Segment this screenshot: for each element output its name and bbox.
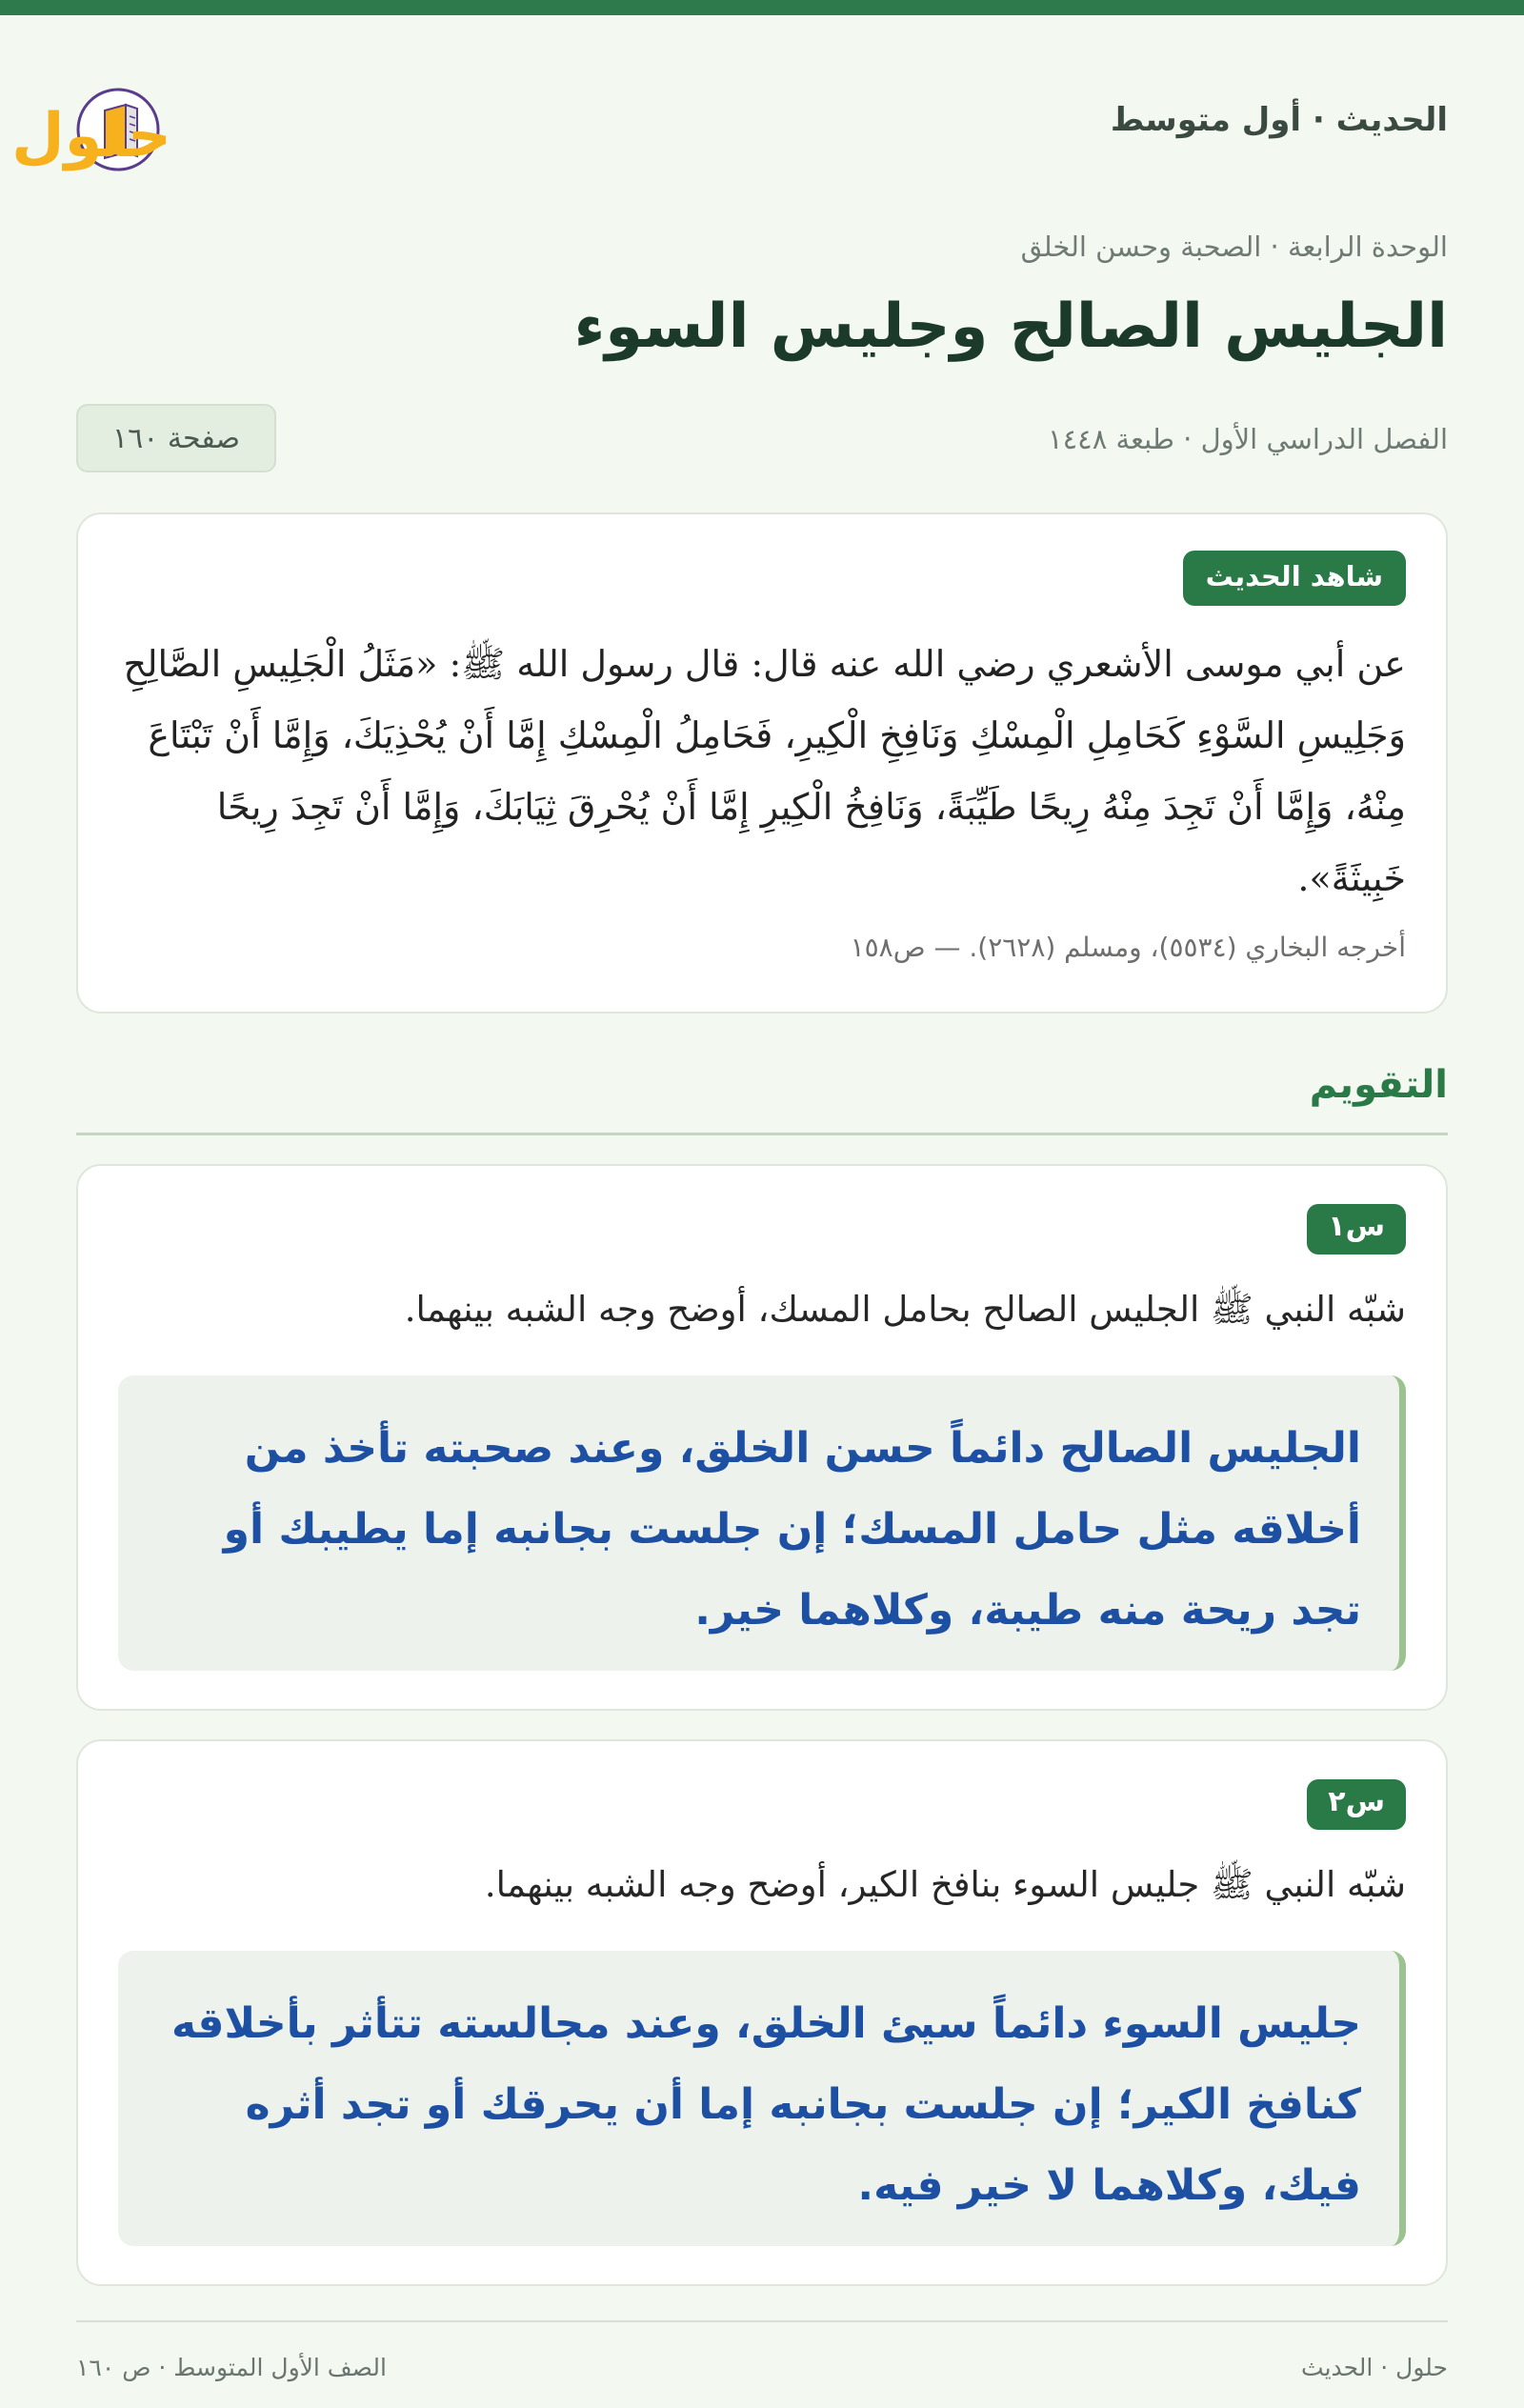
footer-site-label: حلول · الحديث bbox=[1301, 2354, 1448, 2381]
answer-box bbox=[118, 1951, 1406, 2246]
question-tag: س١ bbox=[1307, 1204, 1406, 1254]
answer-text: جليس السوء دائماً سيئ الخلق، وعند مجالسته تتأثر بأخلاقه كنافخ الكير؛ إن جلست بجانبه إما أن يحرقك أو تجد أثره فيك، وكلاهما لا خير فيه. bbox=[171, 1999, 1361, 2210]
question-tag: س٢ bbox=[1307, 1779, 1406, 1830]
term-edition-label: الفصل الدراسي الأول · طبعة ١٤٤٨ bbox=[1048, 423, 1448, 455]
section-divider bbox=[76, 1133, 1448, 1135]
page bbox=[0, 15, 1524, 2408]
hadith-text: عن أبي موسى الأشعري رضي الله عنه قال: قال رسول الله ﷺ: «مَثَلُ الْجَلِيسِ الصَّالِحِ وَجَلِيسِ السَّوْءِ كَحَامِلِ الْمِسْكِ وَنَافِخِ الْكِيرِ، فَحَامِلُ الْمِسْكِ إِمَّا أَنْ يُحْذِيَكَ، وَإِمَّا أَنْ تَبْتَاعَ مِنْهُ، وَإِمَّا أَنْ تَجِدَ مِنْهُ رِيحًا طَيِّبَةً، وَنَافِخُ الْكِيرِ إِمَّا أَنْ يُحْرِقَ ثِيَابَكَ، وَإِمَّا أَنْ تَجِدَ رِيحًا خَبِيثَةً». bbox=[123, 643, 1406, 899]
footer-grade-label: الصف الأول المتوسط · ص ١٦٠ bbox=[76, 2354, 387, 2381]
logo-text: حلول bbox=[11, 101, 171, 171]
footer-divider bbox=[76, 2320, 1448, 2322]
question-text: شبّه النبي ﷺ الجليس الصالح بحامل المسك، أوضح وجه الشبه بينهما. bbox=[404, 1289, 1406, 1330]
question-card-2 bbox=[76, 1739, 1448, 2286]
question-text: شبّه النبي ﷺ جليس السوء بنافخ الكير، أوضح وجه الشبه بينهما. bbox=[484, 1864, 1406, 1905]
top-accent-bar bbox=[0, 0, 1524, 15]
site-logo[interactable] bbox=[11, 65, 352, 189]
page-badge: صفحة ١٦٠ bbox=[76, 404, 276, 472]
subject-label: الحديث · أول متوسط bbox=[1110, 101, 1448, 139]
unit-label: الوحدة الرابعة · الصحبة وحسن الخلق bbox=[1020, 231, 1448, 263]
book-logo-icon bbox=[11, 65, 352, 189]
header bbox=[11, 15, 1448, 215]
hadith-card bbox=[76, 512, 1448, 1013]
answer-box bbox=[118, 1375, 1406, 1671]
answer-text: الجليس الصالح دائماً حسن الخلق، وعند صحبته تأخذ من أخلاقه مثل حامل المسك؛ إن جلست بجانبه إما يطيبك أو تجد ريحة منه طيبة، وكلاهما خير. bbox=[223, 1424, 1361, 1635]
section-title: التقويم bbox=[1309, 1063, 1448, 1107]
hadith-source: أخرجه البخاري (٥٥٣٤)، ومسلم (٢٦٢٨). — ص١٥٨ bbox=[850, 932, 1406, 963]
lesson-title: الجليس الصالح وجليس السوء bbox=[573, 291, 1448, 362]
hadith-tag: شاهد الحديث bbox=[1183, 551, 1406, 606]
question-card-1 bbox=[76, 1164, 1448, 1711]
